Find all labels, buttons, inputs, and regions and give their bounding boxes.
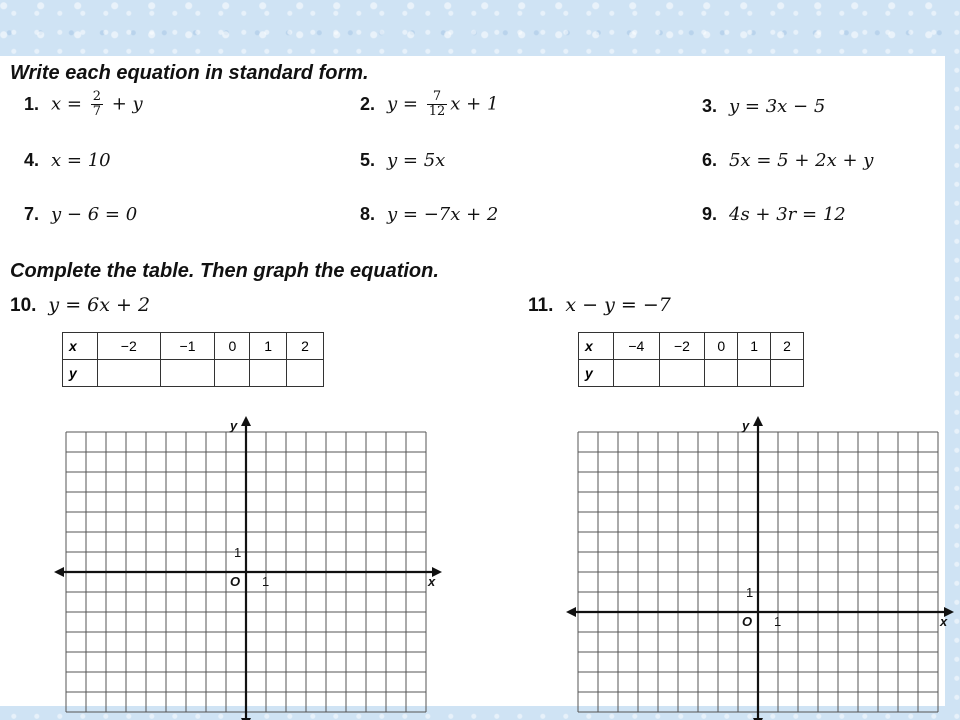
coordinate-grid-11[interactable] — [572, 410, 948, 706]
y-value-cell[interactable] — [614, 360, 660, 387]
x-value-cell: 2 — [771, 333, 804, 360]
problem-10 — [10, 294, 150, 317]
fraction-numerator: 7 — [427, 90, 448, 105]
y-tick-label: 1 — [234, 545, 242, 560]
fraction-denominator: 7 — [92, 104, 101, 119]
table-row-y — [63, 360, 324, 387]
problem-6 — [702, 150, 873, 171]
problem-number: 2. — [360, 93, 376, 114]
value-table-11 — [578, 332, 804, 387]
problem-number: 9. — [702, 204, 718, 224]
row-label-y: y — [63, 360, 98, 387]
section-heading-standard-form: Write each equation in standard form. — [10, 62, 369, 84]
equation: 5x = 5 + 2x + y — [729, 150, 874, 171]
problem-number: 11. — [528, 295, 554, 316]
worksheet-page — [0, 56, 948, 706]
equation: y = 5x — [387, 150, 446, 171]
equation-left: y = — [387, 93, 424, 115]
equation: x − y = −7 — [565, 294, 671, 316]
equation: x = 10 — [51, 150, 111, 171]
x-value-cell: 0 — [215, 333, 250, 360]
problem-1 — [24, 90, 143, 119]
x-axis-label: x — [940, 614, 948, 629]
problem-9 — [702, 204, 846, 225]
problem-number: 4. — [24, 150, 40, 170]
problem-number: 3. — [702, 96, 718, 116]
x-tick-label: 1 — [262, 574, 270, 589]
y-value-cell[interactable] — [97, 360, 160, 387]
equation: y = 6x + 2 — [48, 294, 151, 316]
y-tick-label: 1 — [746, 585, 754, 600]
x-value-cell: −1 — [160, 333, 215, 360]
section-heading-complete-table: Complete the table. Then graph the equation. — [10, 260, 439, 282]
x-value-cell: 2 — [287, 333, 324, 360]
row-label-x: x — [579, 333, 614, 360]
x-axis-arrow-left-icon — [54, 567, 64, 577]
origin-label: O — [230, 574, 241, 589]
fraction-denominator: 12 — [428, 104, 446, 119]
problem-4 — [24, 150, 111, 171]
problem-number: 6. — [702, 150, 718, 170]
y-value-cell[interactable] — [659, 360, 705, 387]
row-label-x: x — [63, 333, 98, 360]
y-value-cell[interactable] — [160, 360, 215, 387]
equation: 4s + 3r = 12 — [729, 204, 846, 225]
y-value-cell[interactable] — [287, 360, 324, 387]
fraction-numerator: 2 — [92, 89, 101, 104]
problem-11 — [528, 294, 671, 317]
x-value-cell: 1 — [250, 333, 287, 360]
y-value-cell[interactable] — [215, 360, 250, 387]
problem-3 — [702, 96, 825, 117]
coordinate-grid-10[interactable] — [60, 410, 436, 706]
problem-7 — [24, 204, 137, 225]
y-value-cell[interactable] — [771, 360, 804, 387]
y-axis-arrow-up-icon — [241, 416, 251, 426]
y-value-cell[interactable] — [250, 360, 287, 387]
problem-8 — [360, 204, 498, 225]
x-value-cell: −4 — [614, 333, 660, 360]
x-value-cell: 0 — [705, 333, 738, 360]
problem-number: 7. — [24, 204, 40, 224]
x-axis-label: x — [428, 574, 436, 589]
fraction — [427, 90, 448, 119]
equation: y − 6 = 0 — [51, 204, 138, 225]
x-value-cell: −2 — [659, 333, 705, 360]
problem-5 — [360, 150, 445, 171]
table-row-y — [579, 360, 804, 387]
equation-left: x = — [51, 93, 88, 115]
equation-right: x + 1 — [450, 93, 499, 115]
problem-number: 8. — [360, 204, 376, 224]
x-value-cell: 1 — [738, 333, 771, 360]
fraction — [91, 90, 103, 119]
y-value-cell[interactable] — [705, 360, 738, 387]
x-tick-label: 1 — [774, 614, 782, 629]
origin-label: O — [742, 614, 753, 629]
value-table-10 — [62, 332, 324, 387]
equation-right: + y — [105, 93, 143, 115]
problem-number: 5. — [360, 150, 376, 170]
row-label-y: y — [579, 360, 614, 387]
equation: y = −7x + 2 — [387, 204, 499, 225]
table-row-x — [579, 333, 804, 360]
x-value-cell: −2 — [97, 333, 160, 360]
y-value-cell[interactable] — [738, 360, 771, 387]
y-axis-label: y — [230, 418, 238, 433]
problem-2 — [360, 90, 498, 119]
table-row-x — [63, 333, 324, 360]
y-axis-label: y — [742, 418, 750, 433]
problem-number: 1. — [24, 93, 40, 114]
equation: y = 3x − 5 — [729, 96, 826, 117]
y-axis-arrow-up-icon — [753, 416, 763, 426]
problem-number: 10. — [10, 295, 37, 316]
x-axis-arrow-left-icon — [566, 607, 576, 617]
